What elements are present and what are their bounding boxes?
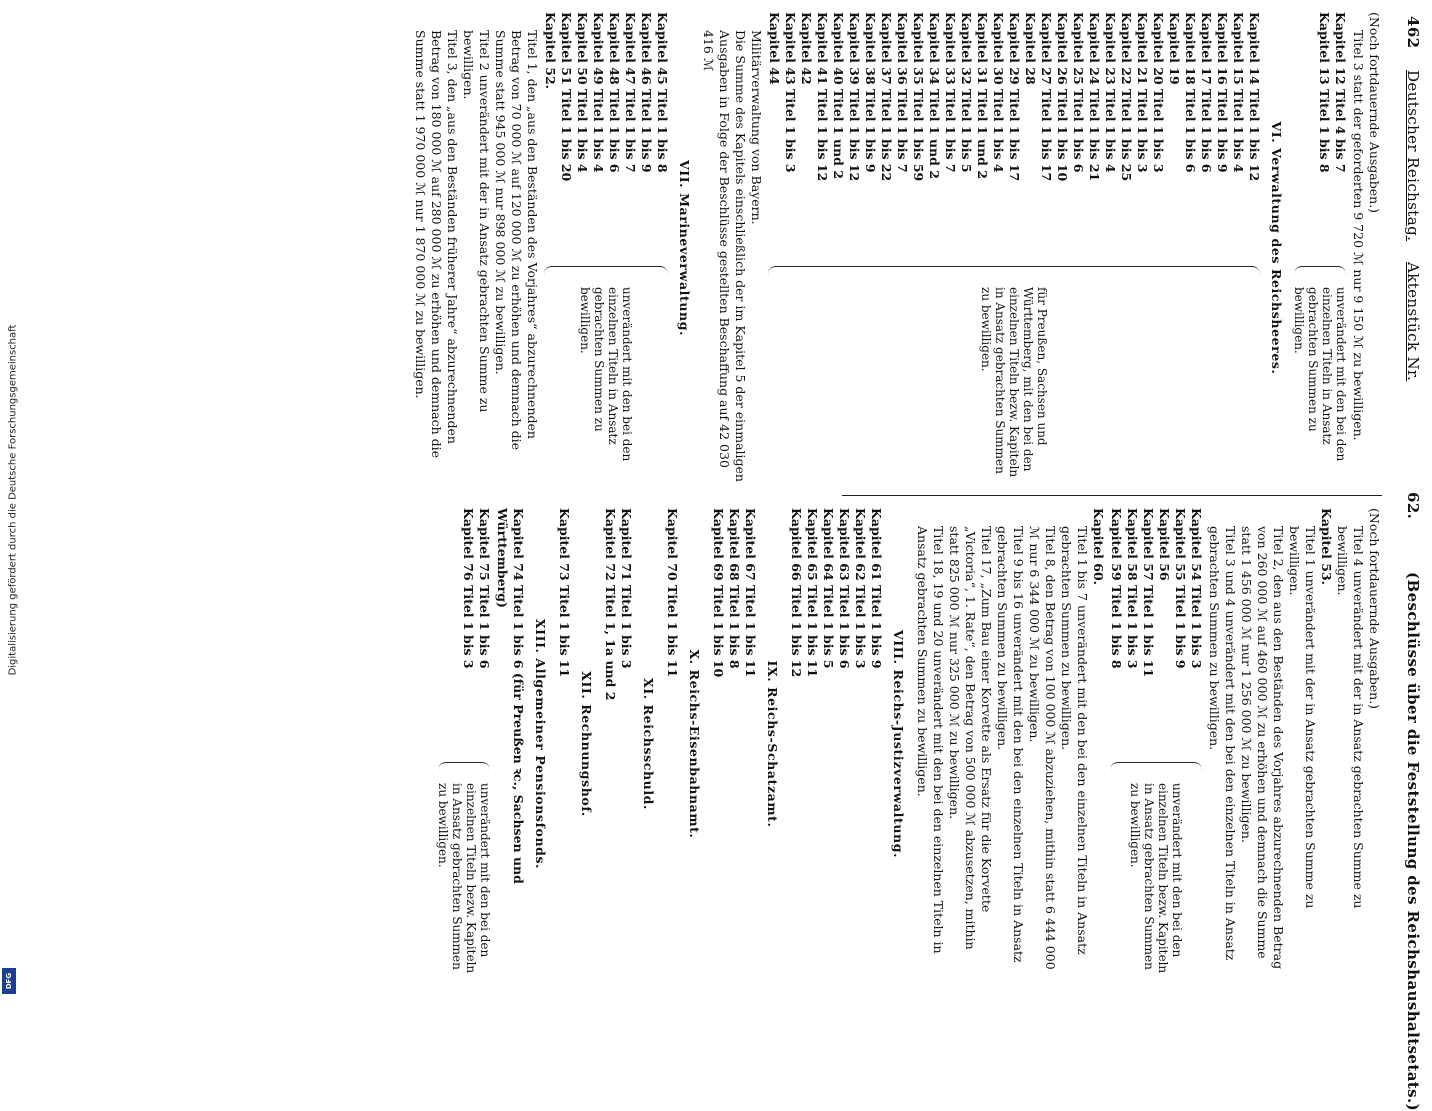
left-lead: (Noch fortdauernde Ausgaben.) (1367, 12, 1382, 214)
row-kapitel: Kapitel 41 Titel 1 bis 12 (815, 12, 830, 182)
row-kapitel: Kapitel 52. (543, 12, 558, 90)
block-k54-59 (1108, 508, 1204, 980)
row-kapitel: Kapitel 47 Titel 1 bis 7 (623, 12, 638, 173)
row-kapitel: Kapitel 33 Titel 1 bis 7 (943, 12, 958, 173)
row-kapitel: Kapitel 50 Titel 1 bis 4 (575, 12, 590, 173)
page-number: 462 (1404, 16, 1422, 49)
left-column (112, 12, 1382, 484)
row-kapitel: Kapitel 59 Titel 1 bis 8 (1109, 508, 1124, 669)
section-xiii-heading: XIII. Allgemeiner Pensionsfonds. (533, 618, 548, 870)
row-kapitel: Kapitel 71 Titel 1 bis 3 (619, 508, 634, 669)
row-kapitel: Kapitel 76 Titel 1 bis 3 (461, 508, 476, 669)
block-note: unverändert mit den bei den einzelnen Titeln in Ansatz gebrachten Summen zu bewilligen. (1292, 287, 1348, 462)
block-k12-13 (1292, 12, 1348, 484)
row-kapitel: Kapitel 46 Titel 1 bis 9 (639, 12, 654, 173)
section-vii-heading: VII. Marineverwaltung. (677, 159, 692, 337)
dfg-logo (2, 968, 16, 994)
block-heer (766, 12, 1262, 484)
row-kapitel: Kapitel 14 Titel 1 bis 12 (1247, 12, 1262, 182)
k44-text: Militärverwaltung von Bayern. (749, 30, 764, 225)
row-kapitel: Kapitel 31 Titel 1 und 2 (975, 12, 990, 179)
row-kapitel: Kapitel 40 Titel 1 und 2 (831, 12, 846, 179)
credit-text: Digitalisierung gefördert durch die Deutsche Forschungsgemeinschaft (7, 324, 19, 676)
digitization-credit (1, 0, 17, 1000)
row-kapitel: Kapitel 15 Titel 1 bis 4 (1231, 12, 1246, 173)
brace (544, 266, 668, 279)
k53-titel-3-4: Titel 3 und 4 unverändert mit den bei den einzelnen Titeln in Ansatz gebrachten Summen zu bewilligen. (1207, 526, 1238, 965)
row-kapitel: Kapitel 38 Titel 1 bis 9 (863, 12, 878, 173)
column-divider (842, 495, 1382, 496)
k60-titel-8: Titel 8, den Betrag von 100 000 ℳ abzuziehen, mithin statt 6 444 000 ℳ nur 6 344 000 ℳ zu bewilligen. (1027, 526, 1058, 974)
k60-titel-18-20: Titel 18, 19 und 20 unverändert mit den bei den einzelnen Titeln in Ansatz gebrachten Summen zu bewilligen. (915, 526, 946, 958)
sum-text: Die Summe des Kapitels einschließlich der im Kapitel 5 der einmaligen Ausgaben in Folge der Beschlüsse gestellten Beschaffung auf 42 030 416 ℳ (701, 30, 748, 486)
brace (1110, 762, 1202, 775)
right-lead: (Noch fortdauernde Ausgaben.) (1367, 508, 1382, 710)
row-kapitel: Kapitel 30 Titel 1 bis 4 (991, 12, 1006, 173)
row-kapitel: Kapitel 73 Titel 1 bis 11 (557, 508, 572, 678)
header-right-title: (Beschlüsse über die Feststellung des Reichshaushaltsetats.) (1404, 572, 1422, 1111)
row-kapitel: Kapitel 57 Titel 1 bis 11 (1141, 508, 1156, 678)
block-note: unverändert mit den bei den einzelnen Titeln bezw. Kapiteln in Ansatz gebrachten Summen zu bewilligen. (1128, 783, 1184, 974)
k60-titel-9-16: Titel 9 bis 16 unverändert mit den bei den einzelnen Titeln in Ansatz gebrachten Summen zu bewilligen. (995, 526, 1026, 967)
row-kapitel: Kapitel 13 Titel 1 bis 8 (1317, 12, 1332, 173)
row-kapitel: Kapitel 64 Titel 1 bis 5 (821, 508, 836, 669)
row-kapitel: Kapitel 26 Titel 1 bis 10 (1055, 12, 1070, 182)
row-kapitel: Kapitel 62 Titel 1 bis 3 (853, 508, 868, 669)
section-xi-heading: XI. Reichsschuld. (641, 678, 656, 810)
row-kapitel: Kapitel 45 Titel 1 bis 8 (655, 12, 670, 173)
row-kapitel: Kapitel 19 (1167, 12, 1182, 85)
row-kapitel: Kapitel 23 Titel 1 bis 4 (1103, 12, 1118, 173)
row-kapitel: Kapitel 69 Titel 1 bis 10 (711, 508, 726, 678)
right-column (112, 508, 1382, 980)
row-kapitel: Kapitel 48 Titel 1 bis 6 (607, 12, 622, 173)
block-k61-76 (436, 508, 492, 980)
row-kapitel: Kapitel 17 Titel 1 bis 6 (1199, 12, 1214, 173)
right-intro: Titel 4 unverändert mit der in Ansatz gebrachten Summe zu bewilligen. (1335, 526, 1366, 913)
row-kapitel: Kapitel 55 Titel 1 bis 9 (1173, 508, 1188, 669)
k53-titel-1: Titel 1 unverändert mit der in Ansatz gebrachten Summe zu bewilligen. (1287, 526, 1318, 913)
section-xii-heading: XII. Rechnungshof. (579, 671, 594, 817)
row-kapitel: Kapitel 70 Titel 1 bis 11 (665, 508, 680, 678)
row-kapitel: Kapitel 35 Titel 1 bis 59 (911, 12, 926, 182)
row-kapitel: Kapitel 68 Titel 1 bis 8 (727, 508, 742, 669)
row-kapitel: Kapitel 63 Titel 1 bis 6 (837, 508, 852, 669)
row-kapitel: Kapitel 43 Titel 1 bis 3 (783, 12, 798, 173)
k52-titel-2: Titel 2 unverändert mit der in Ansatz gebrachten Summe zu bewilligen. (461, 30, 492, 417)
row-kapitel: Kapitel 24 Titel 1 bis 21 (1087, 12, 1102, 182)
block-note: für Preußen, Sachsen und Württemberg, mit den bei den einzelnen Titeln bezw. Kapiteln in Ansatz gebrachten Summen zu bewilligen. (979, 287, 1049, 478)
row-kapitel: Kapitel 28 (1023, 12, 1038, 85)
row-kapitel: Kapitel 27 Titel 1 bis 17 (1039, 12, 1054, 182)
row-kapitel: Kapitel 21 Titel 1 bis 3 (1135, 12, 1150, 173)
section-x-heading: X. Reichs-Eisenbahnamt. (687, 649, 702, 839)
row-kapitel: Kapitel 25 Titel 1 bis 6 (1071, 12, 1086, 173)
row-kapitel: Kapitel 18 Titel 1 bis 6 (1183, 12, 1198, 173)
row-kapitel: Kapitel 34 Titel 1 und 2 (927, 12, 942, 179)
row-kapitel: Kapitel 12 Titel 4 bis 7 (1333, 12, 1348, 173)
section-ix-heading: IX. Reichs-Schatzamt. (765, 660, 780, 828)
kapitel-60-heading: Kapitel 60. (1091, 508, 1106, 586)
row-kapitel: Kapitel 22 Titel 1 bis 25 (1119, 12, 1134, 182)
kapitel-74-line: Kapitel 74 Titel 1 bis 6 (für Preußen ꝛc., Sachsen und Württemberg) (495, 508, 526, 884)
row-kapitel: Kapitel 54 Titel 1 bis 3 (1189, 508, 1204, 669)
row-kapitel: Kapitel 66 Titel 1 bis 12 (789, 508, 804, 678)
header-left-subtitle: Aktenstück Nr. (1404, 262, 1422, 382)
brace (1294, 266, 1346, 279)
row-kapitel: Kapitel 20 Titel 1 bis 3 (1151, 12, 1166, 173)
row-kapitel: Kapitel 75 Titel 1 bis 6 (477, 508, 492, 669)
row-kapitel: Kapitel 72 Titel 1, 1a und 2 (603, 508, 618, 701)
row-kapitel: Kapitel 42 (799, 12, 814, 85)
row-kapitel: Kapitel 51 Titel 1 bis 20 (559, 12, 574, 182)
block-note: unverändert mit den bei den einzelnen Titeln in Ansatz gebrachten Summen zu bewilligen. (578, 287, 634, 462)
page-header (1386, 12, 1422, 1111)
row-kapitel: Kapitel 37 Titel 1 bis 22 (879, 12, 894, 182)
row-kapitel: Kapitel 32 Titel 1 bis 5 (959, 12, 974, 173)
row-kapitel: Kapitel 65 Titel 1 bis 11 (805, 508, 820, 678)
row-kapitel: Kapitel 49 Titel 1 bis 4 (591, 12, 606, 173)
k53-titel-2: Titel 2, den aus den Beständen des Vorjahres abzurechnenden Betrag von 260 000 ℳ auf 460 000 ℳ zu erhöhen und demnach die Summe statt 1 456 000 ℳ nur 1 256 000 ℳ zu bewilligen. (1239, 526, 1286, 974)
row-kapitel: Kapitel 36 Titel 1 bis 7 (895, 12, 910, 173)
row-kapitel: Kapitel 58 Titel 1 bis 3 (1125, 508, 1140, 669)
section-vi-heading: VI. Verwaltung des Reichsheeres. (1269, 121, 1284, 375)
header-document-number: 62. (1404, 492, 1422, 520)
brace (768, 266, 1260, 279)
header-left-title: Deutscher Reichstag. (1404, 70, 1422, 242)
row-kapitel: Kapitel 56 (1157, 508, 1172, 581)
block-marine (542, 12, 670, 484)
k60-titel-1-7: Titel 1 bis 7 unverändert mit den bei den einzelnen Titeln in Ansatz gebrachten Summen zu bewilligen. (1059, 526, 1090, 959)
block-note: unverändert mit den bei den einzelnen Titeln bezw. Kapiteln in Ansatz gebrachten Summen zu bewilligen. (436, 783, 492, 974)
k60-titel-17: Titel 17, „Zum Bau einer Korvette als Ersatz für die Korvette „Victoria“, 1. Rate“, den Betrag von 500 000 ℳ abzusetzen, mithin statt 825 000 ℳ nur 325 000 ℳ zu bewilligen. (947, 526, 994, 954)
k52-titel-1: Titel 1, den „aus den Beständen des Vorjahres“ abzurechnenden Betrag von 70 000 ℳ auf 120 000 ℳ zu erhöhen und demnach die Summe statt 945 000 ℳ nur 898 000 ℳ zu bewilligen. (493, 30, 540, 455)
row-kapitel: Kapitel 39 Titel 1 bis 12 (847, 12, 862, 182)
dfg-logo-text: DFG (5, 972, 13, 990)
section-viii-heading: VIII. Reichs-Justizverwaltung. (891, 629, 906, 859)
kapitel-53-heading: Kapitel 53. (1319, 508, 1334, 586)
row-kapitel: Kapitel 61 Titel 1 bis 9 (869, 508, 884, 669)
row-kapitel: Kapitel 44 (767, 12, 782, 85)
row-kapitel: Kapitel 29 Titel 1 bis 17 (1007, 12, 1022, 182)
left-intro: Titel 3 statt der geforderten 9 720 ℳ nur 9 150 ℳ zu bewilligen. (1351, 30, 1366, 441)
row-kapitel: Kapitel 16 Titel 1 bis 9 (1215, 12, 1230, 173)
row-kapitel: Kapitel 67 Titel 1 bis 11 (743, 508, 758, 678)
brace (438, 762, 490, 775)
k52-titel-3: Titel 3, den „aus den Beständen früherer Jahre“ abzurechnenden Betrag von 180 000 ℳ auf 280 000 ℳ zu erhöhen und demnach die Summe statt 1 970 000 ℳ nur 1 870 000 ℳ zu bewilligen. (413, 30, 460, 462)
